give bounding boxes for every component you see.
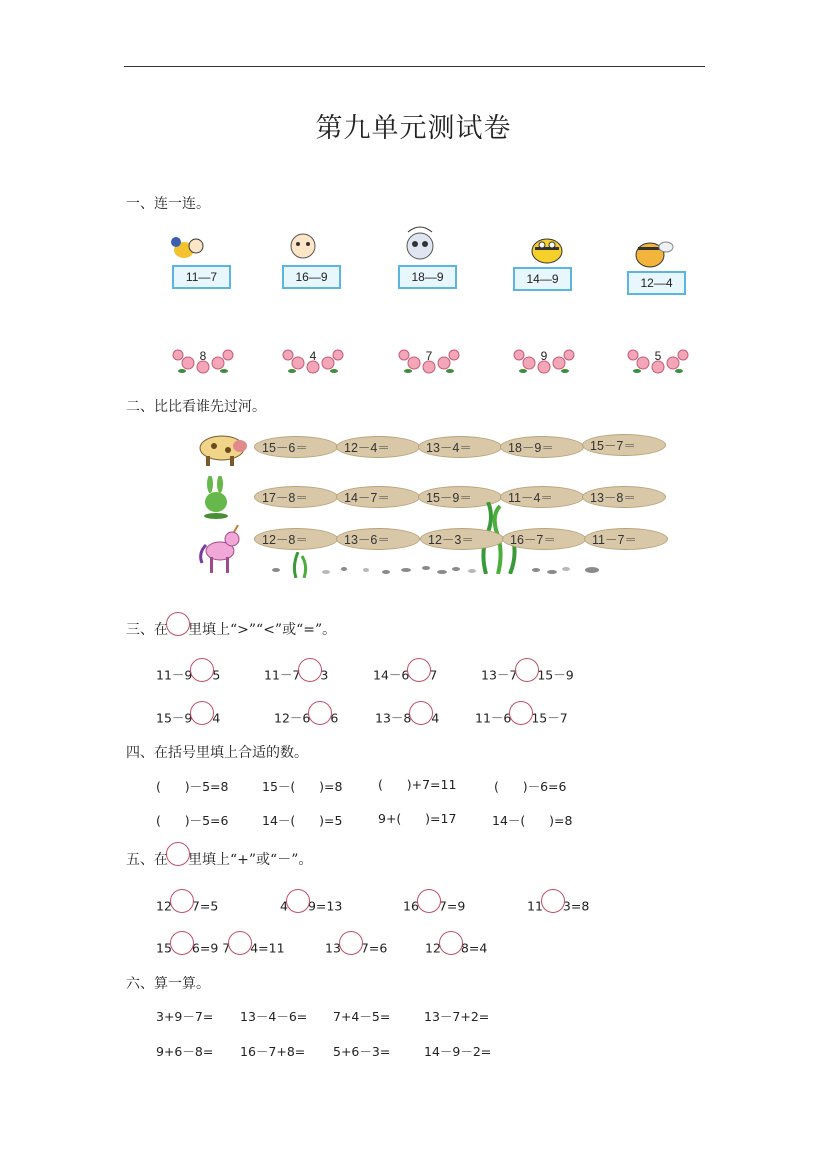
answer-circle[interactable] bbox=[407, 658, 431, 682]
calc-item[interactable]: 14－9－2= bbox=[424, 1044, 492, 1059]
fill-item[interactable]: ( )－5=8 bbox=[156, 779, 229, 794]
compare-item: 12－6 6 bbox=[274, 707, 338, 731]
section-5-heading: 五、在 里填上“+”或“－”。 bbox=[126, 848, 312, 872]
stepping-stone: 14－7＝ bbox=[336, 486, 418, 512]
stepping-stone: 13－6＝ bbox=[336, 528, 418, 554]
answer-number: 8 bbox=[199, 349, 207, 363]
stepping-stone: 15－7＝ bbox=[582, 434, 664, 460]
stepping-stone: 13－8＝ bbox=[582, 486, 664, 512]
answer-circle bbox=[166, 842, 190, 866]
operator-item: 12 7=5 bbox=[156, 895, 218, 919]
stepping-stone: 12－3＝ bbox=[420, 528, 502, 554]
section-6-heading: 六、算一算。 bbox=[126, 976, 210, 992]
fill-item[interactable]: 15－( )=8 bbox=[262, 779, 343, 794]
stepping-stone: 12－4＝ bbox=[336, 436, 418, 462]
answer-circle[interactable] bbox=[286, 889, 310, 913]
flower-garland bbox=[627, 349, 689, 381]
stepping-stone: 11－4＝ bbox=[500, 486, 582, 512]
section-1-heading: 一、连一连。 bbox=[126, 196, 210, 212]
bug-icon bbox=[283, 230, 323, 264]
calc-item[interactable]: 3+9－7= bbox=[156, 1009, 214, 1024]
operator-item: 11 3=8 bbox=[527, 895, 589, 919]
problem-card: 18—9 bbox=[398, 265, 457, 289]
answer-circle[interactable] bbox=[417, 889, 441, 913]
unicorn-icon bbox=[196, 525, 244, 577]
stepping-stone: 15－9＝ bbox=[418, 486, 500, 512]
operator-item: 15 6=9 7 4=11 bbox=[156, 937, 285, 961]
answer-number: 5 bbox=[654, 349, 662, 363]
stepping-stone: 15－6＝ bbox=[254, 436, 336, 462]
stepping-stone: 13－4＝ bbox=[418, 436, 500, 462]
answer-circle[interactable] bbox=[170, 889, 194, 913]
stepping-stone: 11－7＝ bbox=[584, 528, 666, 554]
calc-item[interactable]: 5+6－3= bbox=[333, 1044, 391, 1059]
problem-card: 14—9 bbox=[513, 267, 572, 291]
stepping-stone: 12－8＝ bbox=[254, 528, 336, 554]
answer-circle[interactable] bbox=[339, 931, 363, 955]
answer-circle[interactable] bbox=[509, 701, 533, 725]
answer-circle[interactable] bbox=[190, 701, 214, 725]
flower-garland bbox=[172, 349, 234, 381]
header-rule bbox=[124, 66, 705, 67]
answer-number: 9 bbox=[540, 349, 548, 363]
fill-item[interactable]: 9+( )=17 bbox=[378, 811, 457, 826]
problem-card: 16—9 bbox=[282, 265, 341, 289]
answer-number: 4 bbox=[309, 349, 317, 363]
answer-circle[interactable] bbox=[170, 931, 194, 955]
fill-item[interactable]: 14－( )=8 bbox=[492, 813, 573, 828]
answer-circle[interactable] bbox=[190, 658, 214, 682]
answer-circle[interactable] bbox=[308, 701, 332, 725]
stepping-stone: 16－7＝ bbox=[502, 528, 584, 554]
bug-icon bbox=[170, 232, 210, 266]
fill-item[interactable]: ( )－5=6 bbox=[156, 813, 229, 828]
calc-item[interactable]: 13－4－6= bbox=[240, 1009, 308, 1024]
compare-item: 13－8 4 bbox=[375, 707, 439, 731]
operator-item: 16 7=9 bbox=[403, 895, 465, 919]
compare-item: 11－7 3 bbox=[264, 664, 328, 688]
bug-icon bbox=[400, 224, 440, 264]
fill-item[interactable]: ( )+7=11 bbox=[378, 777, 457, 792]
compare-item: 11－9 5 bbox=[156, 664, 220, 688]
calc-item[interactable]: 7+4－5= bbox=[333, 1009, 391, 1024]
stepping-stone: 18－9＝ bbox=[500, 436, 582, 462]
answer-number: 7 bbox=[425, 349, 433, 363]
page-title: 第九单元测试卷 bbox=[315, 113, 512, 144]
answer-circle[interactable] bbox=[228, 931, 252, 955]
operator-item: 4 9=13 bbox=[280, 895, 342, 919]
compare-item: 15－9 4 bbox=[156, 707, 220, 731]
stepping-stone: 17－8＝ bbox=[254, 486, 336, 512]
answer-circle[interactable] bbox=[515, 658, 539, 682]
answer-circle[interactable] bbox=[541, 889, 565, 913]
flower-garland bbox=[513, 349, 575, 381]
operator-item: 13 7=6 bbox=[325, 937, 387, 961]
pebbles-decoration bbox=[266, 560, 606, 580]
answer-circle[interactable] bbox=[298, 658, 322, 682]
calc-item[interactable]: 9+6－8= bbox=[156, 1044, 214, 1059]
bee-icon bbox=[527, 233, 567, 267]
answer-circle[interactable] bbox=[439, 931, 463, 955]
operator-item: 12 8=4 bbox=[425, 937, 487, 961]
section-4-heading: 四、在括号里填上合适的数。 bbox=[126, 745, 308, 761]
problem-card: 12—4 bbox=[627, 271, 686, 295]
flower-garland bbox=[398, 349, 460, 381]
compare-item: 11－6 15－7 bbox=[475, 707, 568, 731]
calc-item[interactable]: 13－7+2= bbox=[424, 1009, 490, 1024]
compare-item: 13－7 15－9 bbox=[481, 664, 574, 688]
flower-garland bbox=[282, 349, 344, 381]
section-2-heading: 二、比比看谁先过河。 bbox=[126, 399, 266, 415]
problem-card: 11—7 bbox=[172, 265, 231, 289]
rabbit-icon bbox=[196, 476, 236, 520]
fill-item[interactable]: ( )－6=6 bbox=[494, 779, 567, 794]
fill-item[interactable]: 14－( )=5 bbox=[262, 813, 343, 828]
section-3-heading: 三、在 里填上“>”“<”或“=”。 bbox=[126, 618, 336, 642]
answer-circle bbox=[166, 612, 190, 636]
cow-icon bbox=[194, 428, 248, 468]
answer-circle[interactable] bbox=[409, 701, 433, 725]
calc-item[interactable]: 16－7+8= bbox=[240, 1044, 306, 1059]
compare-item: 14－6 7 bbox=[373, 664, 437, 688]
bee-icon bbox=[630, 237, 674, 273]
